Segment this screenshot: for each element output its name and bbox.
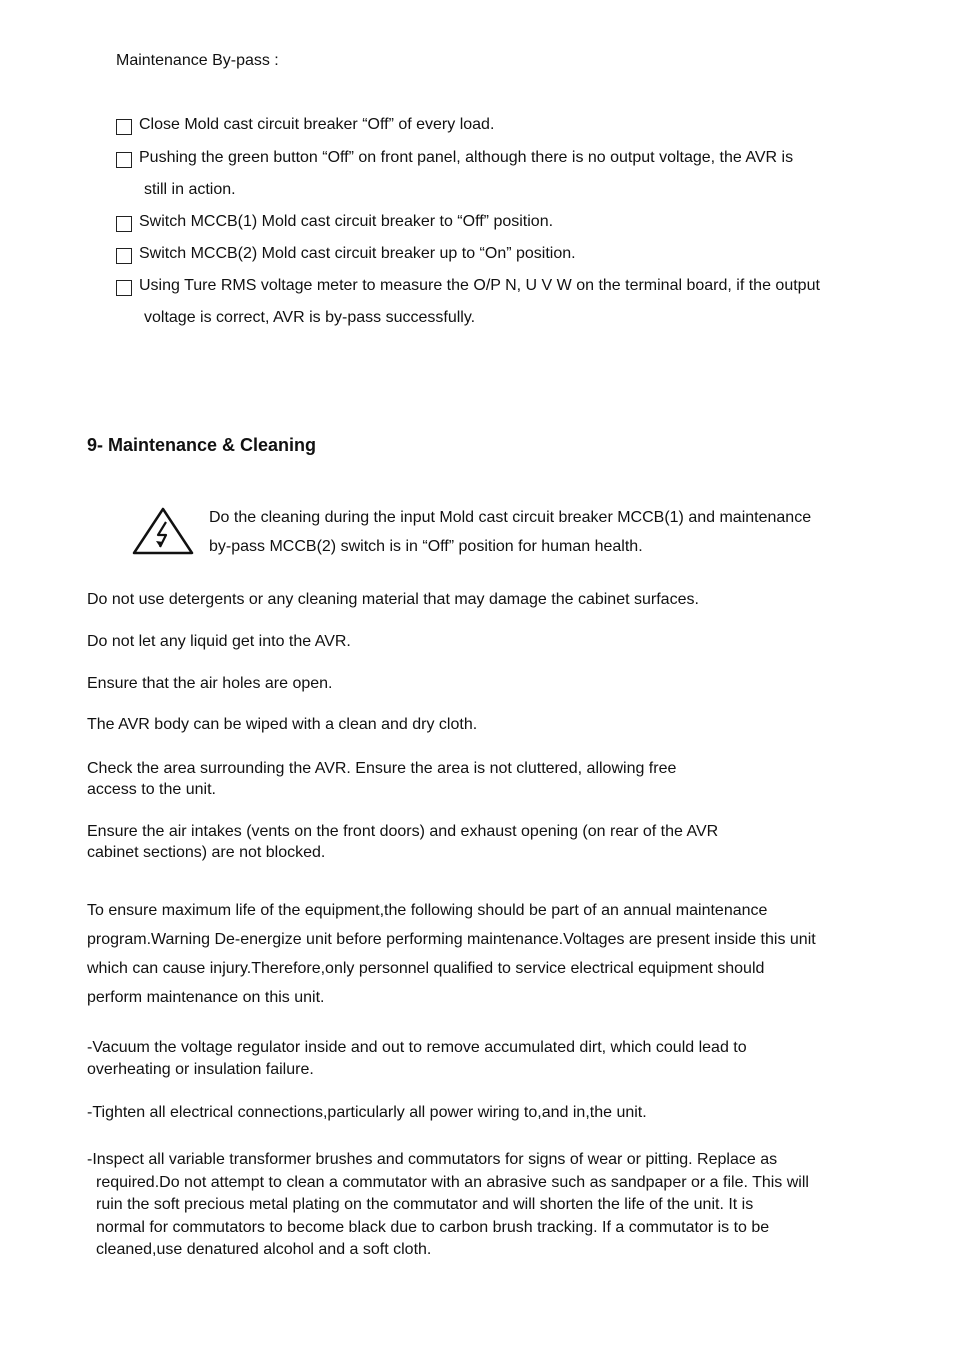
rule-air-holes: Ensure that the air holes are open. xyxy=(87,675,333,692)
text-line: program.Warning De-energize unit before performing maintenance.Voltages are present inside this unit xyxy=(87,931,816,948)
step-text: Using Ture RMS voltage meter to measure the O/P N, U V W on the terminal board, if the output xyxy=(139,277,820,294)
text-line: which can cause injury.Therefore,only personnel qualified to service electrical equipment should xyxy=(87,960,765,977)
text-line: -Vacuum the voltage regulator inside and out to remove accumulated dirt, which could lead to xyxy=(87,1039,747,1056)
rule-wipe: The AVR body can be wiped with a clean and dry cloth. xyxy=(87,716,478,733)
section-heading: 9- Maintenance & Cleaning xyxy=(87,435,317,455)
text-line: Ensure the air intakes (vents on the front doors) and exhaust opening (on rear of the AVR xyxy=(87,823,719,840)
text-line: access to the unit. xyxy=(87,781,216,798)
text-line: cabinet sections) are not blocked. xyxy=(87,844,326,861)
checkbox[interactable] xyxy=(116,248,132,264)
text-line: cleaned,use denatured alcohol and a soft cloth. xyxy=(96,1241,432,1258)
text-line: Check the area surrounding the AVR. Ensure the area is not cluttered, allowing free xyxy=(87,760,677,777)
check-area-paragraph xyxy=(87,758,676,800)
warning-line-1: Do the cleaning during the input Mold cast circuit breaker MCCB(1) and maintenance xyxy=(209,509,812,526)
bypass-title: Maintenance By-pass : xyxy=(116,52,279,69)
step-text-continued: voltage is correct, AVR is by-pass successfully. xyxy=(144,309,476,326)
electrical-hazard-icon xyxy=(131,506,195,556)
text-line: normal for commutators to become black due to carbon brush tracking. If a commutator is to be xyxy=(96,1218,770,1236)
warning-line-2: by-pass MCCB(2) switch is in “Off” position for human health. xyxy=(209,538,643,555)
annual-maintenance-paragraph xyxy=(87,896,816,1012)
step-text: Pushing the green button “Off” on front panel, although there is no output voltage, the AVR is xyxy=(139,149,794,166)
step-text: Close Mold cast circuit breaker “Off” of every load. xyxy=(139,116,495,133)
checkbox[interactable] xyxy=(116,119,132,135)
rule-liquid: Do not let any liquid get into the AVR. xyxy=(87,633,351,650)
air-intakes-paragraph xyxy=(87,821,718,863)
text-line: ruin the soft precious metal plating on the commutator and will shorten the life of the unit. It is xyxy=(96,1196,754,1213)
tighten-paragraph: -Tighten all electrical connections,particularly all power wiring to,and in,the unit. xyxy=(87,1104,647,1121)
text-line: perform maintenance on this unit. xyxy=(87,989,325,1006)
text-line: overheating or insulation failure. xyxy=(87,1061,314,1078)
step-text: Switch MCCB(2) Mold cast circuit breaker up to “On” position. xyxy=(139,245,576,262)
text-line: required.Do not attempt to clean a commutator with an abrasive such as sandpaper or a file. This will xyxy=(96,1173,809,1191)
step-text: Switch MCCB(1) Mold cast circuit breaker to “Off” position. xyxy=(139,213,554,230)
checkbox[interactable] xyxy=(116,280,132,296)
rule-detergents: Do not use detergents or any cleaning material that may damage the cabinet surfaces. xyxy=(87,591,699,608)
checkbox[interactable] xyxy=(116,216,132,232)
checkbox[interactable] xyxy=(116,152,132,168)
text-line: To ensure maximum life of the equipment,the following should be part of an annual maintenance xyxy=(87,902,768,919)
step-text-continued: still in action. xyxy=(144,181,236,198)
text-line: -Inspect all variable transformer brushes and commutators for signs of wear or pitting. Replace as xyxy=(87,1151,778,1168)
vacuum-paragraph xyxy=(87,1037,747,1081)
inspect-paragraph xyxy=(87,1149,809,1262)
